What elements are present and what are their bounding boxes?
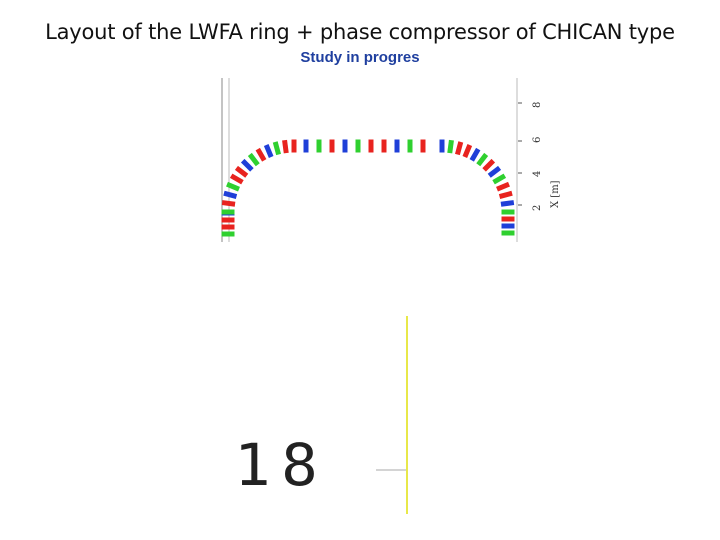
ring-magnet-element — [230, 174, 244, 185]
tick-label-4: 4 — [532, 170, 543, 177]
ring-magnet-element — [382, 140, 387, 153]
ring-magnet-element — [282, 140, 289, 154]
ring-magnet-element — [222, 200, 236, 207]
ring-magnet-element — [256, 148, 267, 162]
ring-magnet-element — [395, 140, 400, 153]
slide-subtitle: Study in progres — [300, 49, 420, 66]
ring-magnet-element — [356, 140, 361, 153]
x-axis-title: X [m] — [550, 180, 561, 208]
ring-magnet-element — [499, 191, 513, 199]
ring-magnet-element — [408, 140, 413, 153]
ring-magnet-element — [496, 182, 510, 192]
ring-magnet-element — [226, 182, 240, 192]
ring-magnet-element — [222, 210, 235, 215]
lower-plot-panel — [220, 310, 450, 530]
ring-layout-plot — [212, 74, 561, 244]
ring-magnet-element — [292, 140, 297, 153]
ring-magnet-element — [502, 224, 515, 229]
tick-label-8: 8 — [532, 101, 543, 108]
ring-magnet-element — [343, 140, 348, 153]
slide-title: Layout of the LWFA ring + phase compressor of CHICAN type — [45, 20, 675, 44]
ring-magnet-element — [440, 140, 445, 153]
ring-magnet-element — [222, 218, 235, 223]
ring-magnet-element — [501, 200, 515, 207]
ring-magnet-elements — [222, 140, 515, 237]
ring-magnet-element — [470, 148, 481, 162]
ring-magnet-element — [455, 141, 463, 155]
ring-magnet-element — [317, 140, 322, 153]
ring-magnet-element — [273, 141, 281, 155]
ring-magnet-element — [447, 140, 454, 154]
ring-magnet-element — [502, 217, 515, 222]
ring-layout-svg — [212, 74, 561, 244]
ring-magnet-element — [264, 144, 274, 158]
ring-magnet-element — [330, 140, 335, 153]
tick-label-2: 2 — [532, 204, 543, 211]
ring-magnet-element — [369, 140, 374, 153]
ring-magnet-element — [222, 225, 235, 230]
tick-label-6: 6 — [532, 136, 543, 143]
ring-magnet-element — [502, 210, 515, 215]
ring-magnet-element — [502, 231, 515, 236]
ring-magnet-element — [463, 144, 473, 158]
page-number: 18 — [234, 431, 329, 499]
ring-magnet-element — [222, 232, 235, 237]
ring-magnet-element — [223, 191, 237, 199]
ring-magnet-element — [492, 174, 506, 185]
ring-magnet-element — [421, 140, 426, 153]
ring-tick-marks — [518, 103, 522, 205]
ring-magnet-element — [304, 140, 309, 153]
